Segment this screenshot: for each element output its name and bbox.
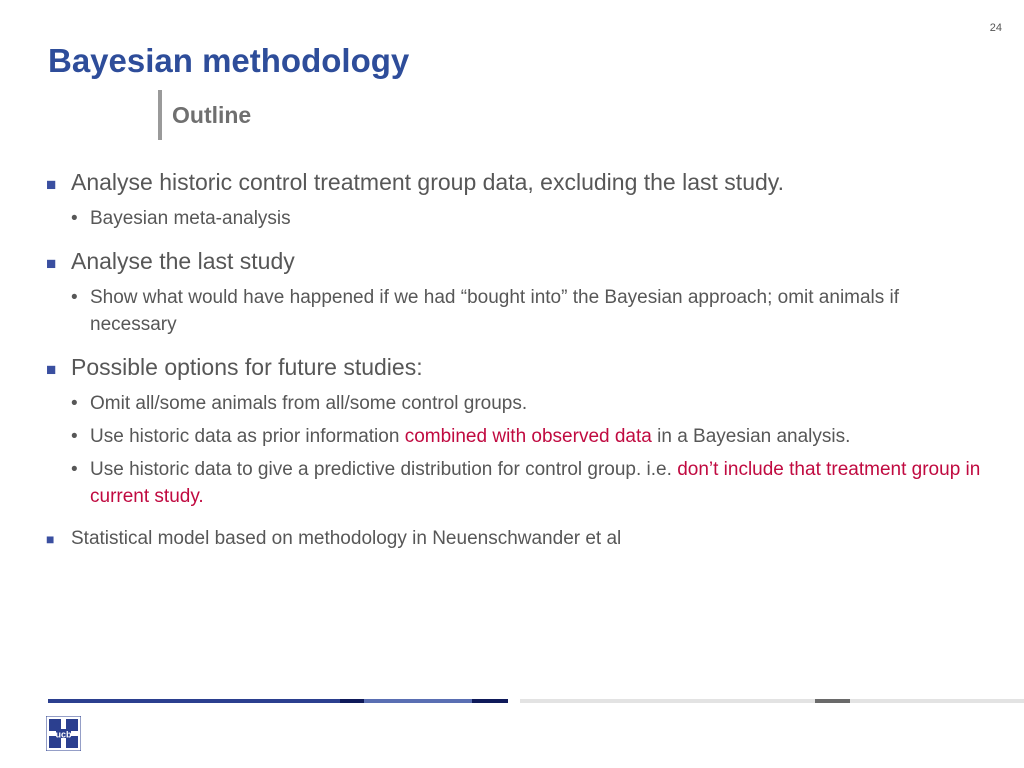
footer-rule-blue: [48, 699, 508, 703]
rule-segment: [815, 699, 850, 703]
bullet-text: Statistical model based on methodology in Neuenschwander et al: [71, 528, 622, 549]
dot-bullet-icon: •: [71, 393, 78, 414]
rule-segment: [850, 699, 1024, 703]
highlighted-text: combined with observed data: [404, 426, 652, 447]
sub-bullet-bought-into: [71, 284, 986, 338]
bullet-statistical-model: [46, 525, 986, 553]
sub-bullet-text: Bayesian meta-analysis: [90, 208, 291, 229]
text-part: in a Bayesian analysis.: [651, 426, 851, 447]
sub-bullet-meta-analysis: [71, 205, 986, 232]
sub-bullet-text: [90, 456, 986, 510]
rule-segment: [48, 699, 340, 703]
square-bullet-icon: ■: [46, 531, 55, 547]
bullet-list: [46, 168, 986, 553]
rule-segment: [340, 699, 364, 703]
rule-segment: [520, 699, 815, 703]
bullet-analyse-last-study: [46, 247, 986, 278]
footer-rule-grey: [520, 699, 1024, 703]
bullet-text: Analyse historic control treatment group data, excluding the last study.: [71, 169, 784, 195]
rule-segment: [364, 699, 472, 703]
square-bullet-icon: ■: [46, 360, 57, 379]
dot-bullet-icon: •: [71, 287, 78, 308]
sub-bullet-text: Show what would have happened if we had “bought into” the Bayesian approach; omit animals if necessary: [90, 287, 900, 335]
sub-bullet-omit-animals: [71, 390, 986, 417]
section-header: [158, 90, 251, 140]
ucb-logo: [46, 716, 81, 751]
square-bullet-icon: ■: [46, 175, 57, 194]
sub-bullet-prior-information: [71, 423, 986, 450]
dot-bullet-icon: •: [71, 426, 78, 447]
section-label: Outline: [172, 101, 252, 128]
logo-text: ucb: [55, 729, 72, 740]
sub-bullet-text: Omit all/some animals from all/some control groups.: [90, 393, 528, 414]
sub-bullet-text: [90, 423, 850, 450]
text-part: Use historic data as prior information: [90, 426, 405, 447]
highlighted-text: don’t include that treatment group in current study.: [90, 459, 981, 507]
text-part: Use historic data to give a predictive distribution for control group. i.e.: [90, 459, 678, 480]
page-number: 24: [989, 22, 1002, 34]
bullet-future-options: [46, 353, 986, 384]
sub-bullet-predictive-distribution: [71, 456, 986, 510]
bullet-analyse-historic: [46, 168, 986, 199]
slide-title: Bayesian methodology: [48, 42, 410, 79]
bullet-text: Analyse the last study: [71, 248, 295, 274]
square-bullet-icon: ■: [46, 254, 57, 273]
rule-segment: [472, 699, 508, 703]
bullet-text: Possible options for future studies:: [71, 354, 423, 380]
dot-bullet-icon: •: [71, 208, 78, 229]
dot-bullet-icon: •: [71, 459, 78, 480]
